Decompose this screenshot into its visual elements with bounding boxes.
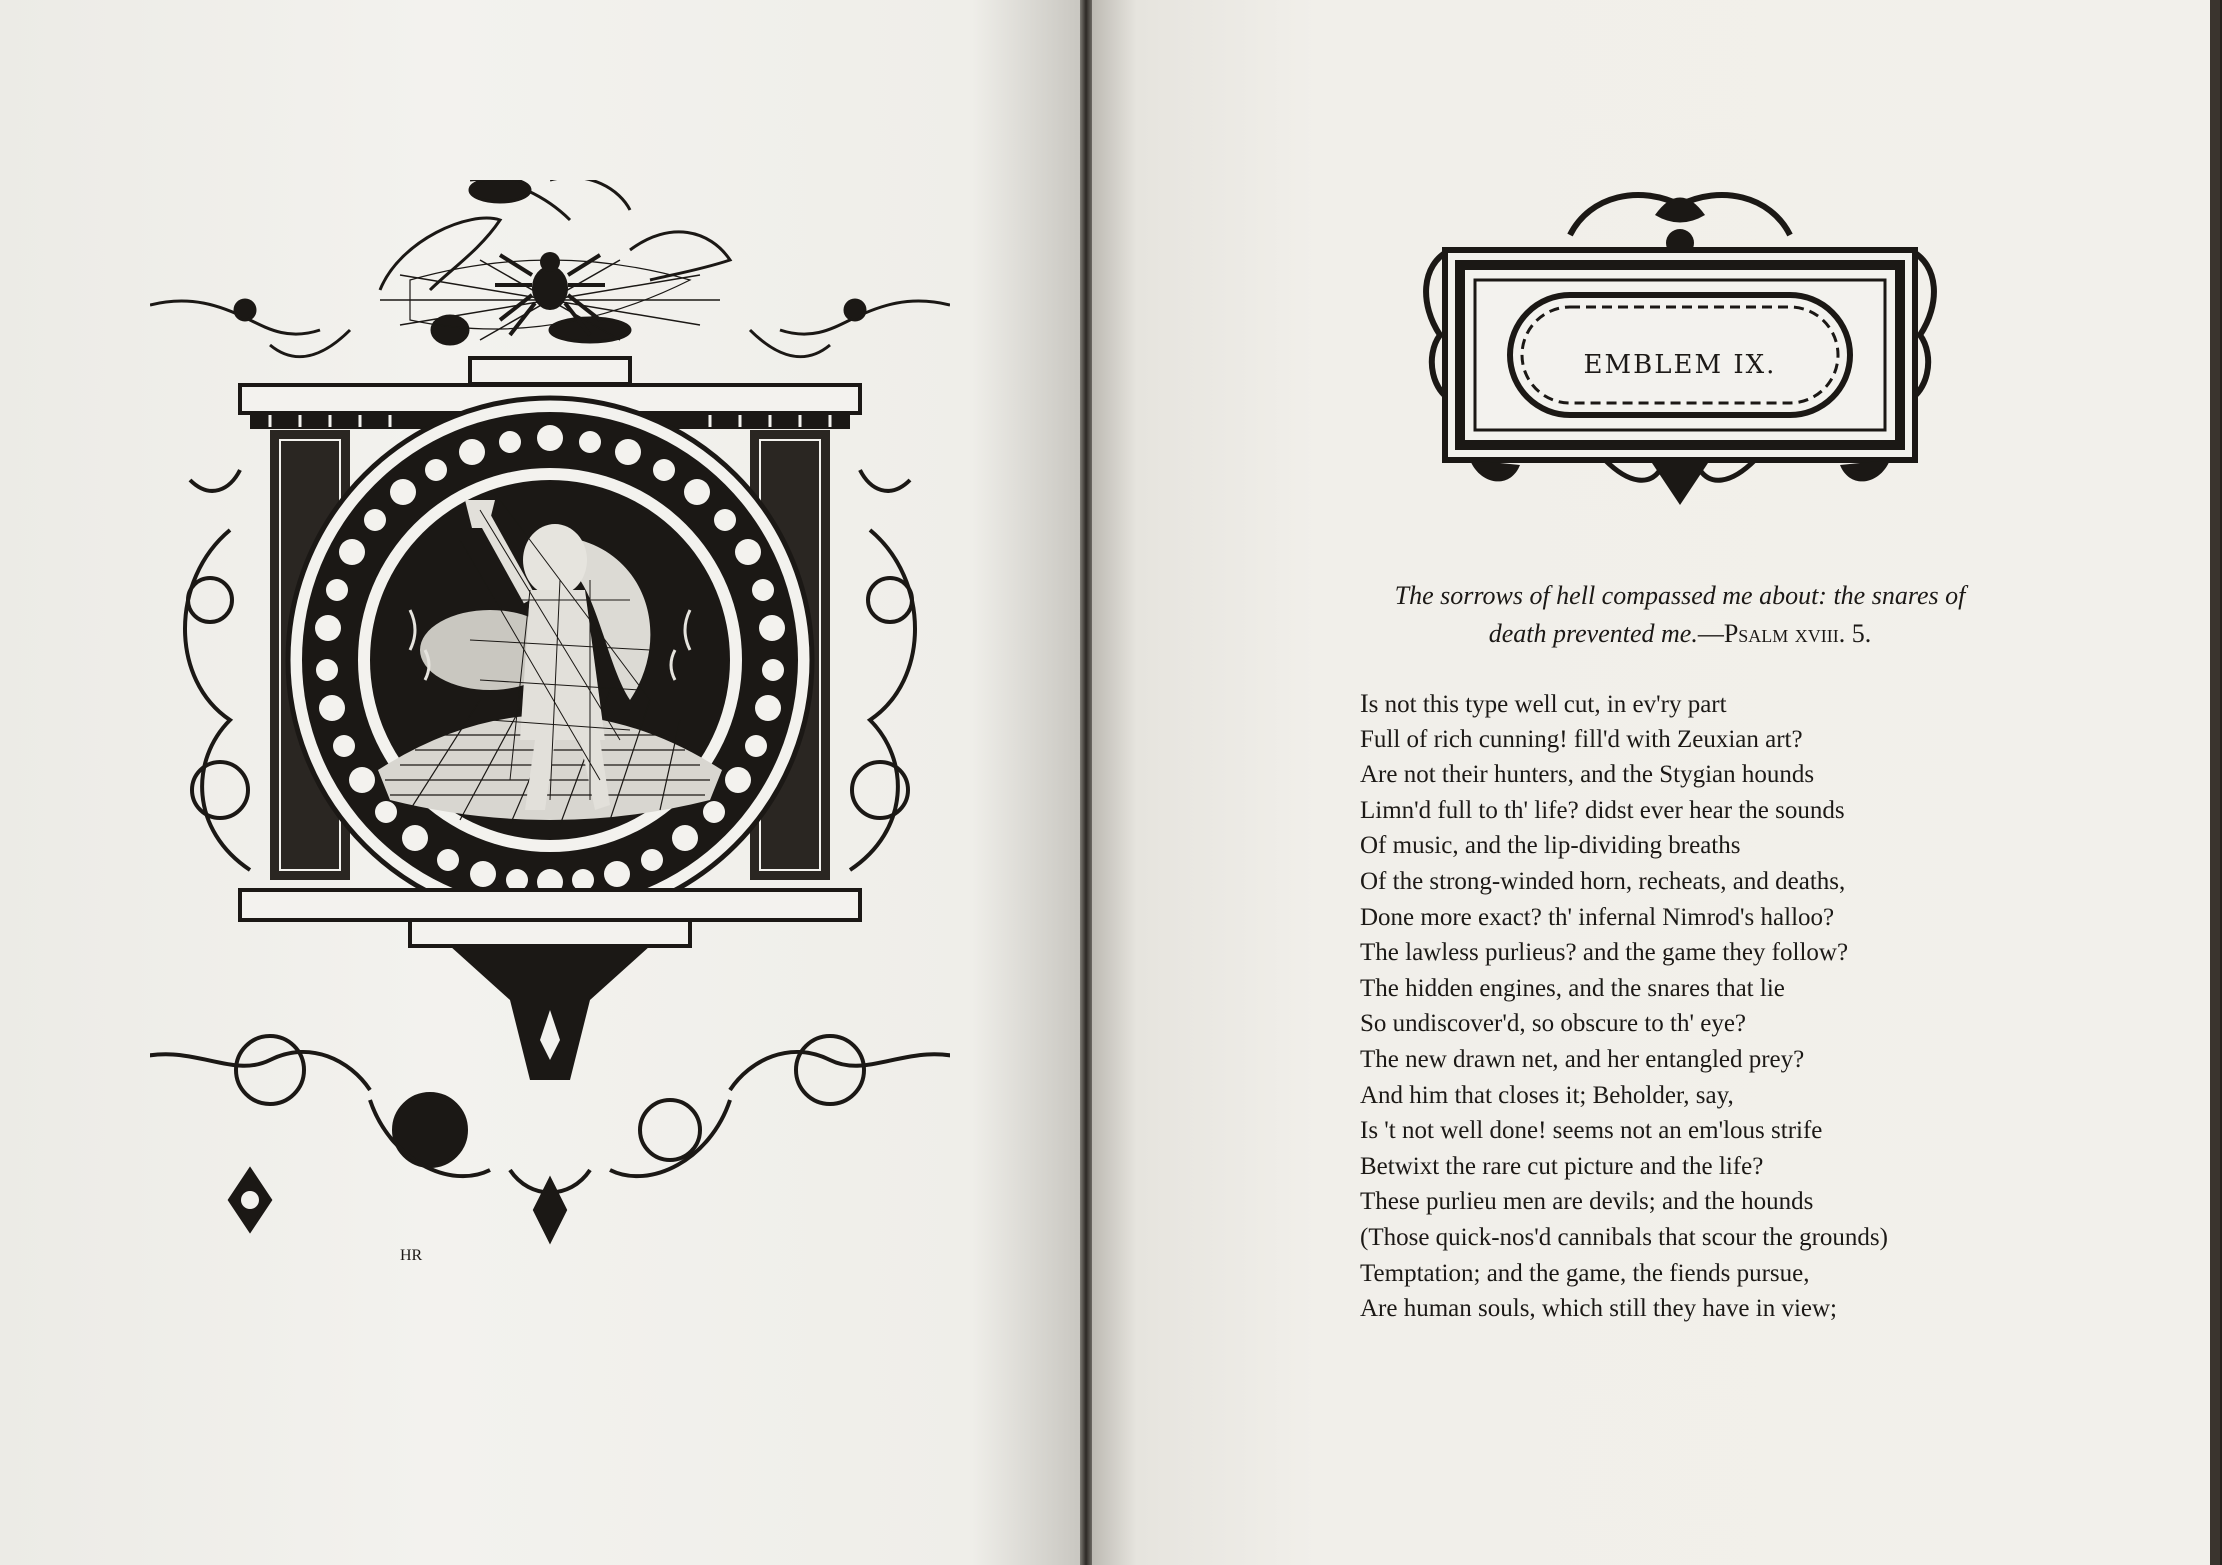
verse-line: Of music, and the lip-dividing breaths [1360, 832, 1741, 860]
verse-line: So undiscover'd, so obscure to th' eye? [1360, 1010, 1747, 1038]
emblem-engraving-icon [150, 180, 950, 1280]
epigraph-line-2 [1330, 615, 2030, 653]
verse-block [1360, 686, 2060, 1327]
left-page [0, 0, 1080, 1565]
verse-line: Are not their hunters, and the Stygian hounds [1360, 761, 1815, 789]
monogram-label: HR [400, 1247, 423, 1264]
verse-line: Betwixt the rare cut picture and the life? [1360, 1152, 1764, 1180]
verse-line: And him that closes it; Beholder, say, [1360, 1081, 1734, 1109]
emblem-title: EMBLEM IX. [1583, 350, 1777, 380]
epigraph [1330, 577, 2030, 653]
epigraph-line-2-italic: death prevented me. [1488, 619, 1698, 648]
verse-line: Are human souls, which still they have in view; [1360, 1295, 1838, 1323]
verse-line: Limn'd full to th' life? didst ever hear the sounds [1360, 796, 1845, 824]
verse-line: The hidden engines, and the snares that lie [1360, 974, 1785, 1002]
verse-line: Done more exact? th' infernal Nimrod's halloo? [1360, 903, 1835, 931]
verse-line: Full of rich cunning! fill'd with Zeuxian art? [1360, 725, 1803, 753]
book-gutter [1080, 0, 1092, 1565]
verse-line: The new drawn net, and her entangled prey? [1360, 1045, 1805, 1073]
verse-line: These purlieu men are devils; and the hounds [1360, 1188, 1814, 1216]
verse-line: Temptation; and the game, the fiends pursue, [1360, 1259, 1810, 1287]
verse-line: Is not this type well cut, in ev'ry part [1360, 689, 1727, 718]
verse-line: Of the strong-winded horn, recheats, and deaths, [1360, 867, 1846, 895]
verse-line: Is 't not well done! seems not an em'lous strife [1360, 1117, 1823, 1145]
verse-line: The lawless purlieus? and the game they follow? [1360, 939, 1849, 967]
epigraph-line-1: The sorrows of hell compassed me about: the snares of [1394, 581, 1966, 610]
epigraph-reference: —Psalm xviii. 5. [1697, 619, 1872, 648]
verse-line: (Those quick-nos'd cannibals that scour the grounds) [1360, 1223, 1888, 1251]
